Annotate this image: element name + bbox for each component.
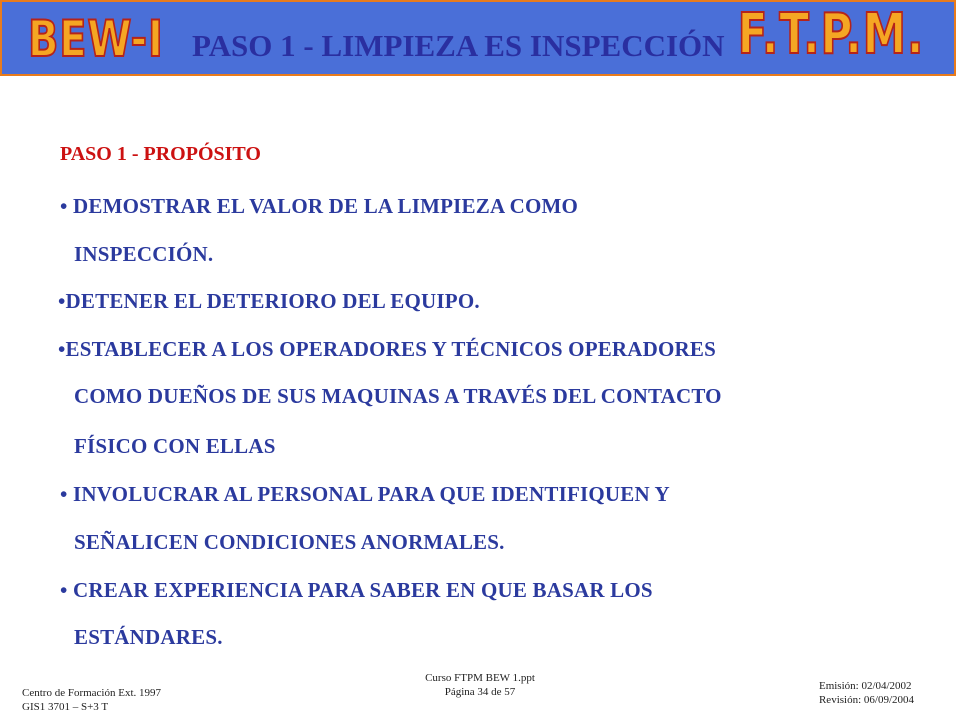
section-heading: PASO 1 - PROPÓSITO [60,143,261,165]
bullet-continuation: FÍSICO CON ELLAS [74,434,276,458]
slide-title: PASO 1 - LIMPIEZA ES INSPECCIÓN [192,28,725,63]
bullet-line: • INVOLUCRAR AL PERSONAL PARA QUE IDENTIFIQUEN Y [60,482,670,506]
footer-filename: Curso FTPM BEW 1.ppt [425,672,535,684]
bew-logo: BEW-I [28,10,164,68]
bullet-line: • CREAR EXPERIENCIA PARA SABER EN QUE BASAR LOS [60,578,653,602]
footer-issue-date: Emisión: 02/04/2002 [818,680,912,692]
footer-revision-date: Revisión: 06/09/2004 [818,694,914,706]
bullet-continuation: ESTÁNDARES. [74,625,223,649]
bullet-line: • DEMOSTRAR EL VALOR DE LA LIMPIEZA COMO [60,194,579,218]
bullet-continuation: SEÑALICEN CONDICIONES ANORMALES. [74,530,505,554]
footer-code: GIS1 3701 – S+3 T [22,701,109,713]
ftpm-logo: F.T.P.M. [737,2,924,67]
bullet-line: •DETENER EL DETERIORO DEL EQUIPO. [58,289,480,313]
footer-right [819,679,914,707]
bullet-continuation: COMO DUEÑOS DE SUS MAQUINAS A TRAVÉS DEL CONTACTO [74,384,722,408]
bullet-continuation: INSPECCIÓN. [74,242,214,266]
footer-dept: Centro de Formación Ext. 1997 [22,687,162,699]
bullet-line: •ESTABLECER A LOS OPERADORES Y TÉCNICOS OPERADORES [58,337,717,361]
footer-page-number: Página 34 de 57 [444,686,516,698]
footer-center [0,671,960,699]
